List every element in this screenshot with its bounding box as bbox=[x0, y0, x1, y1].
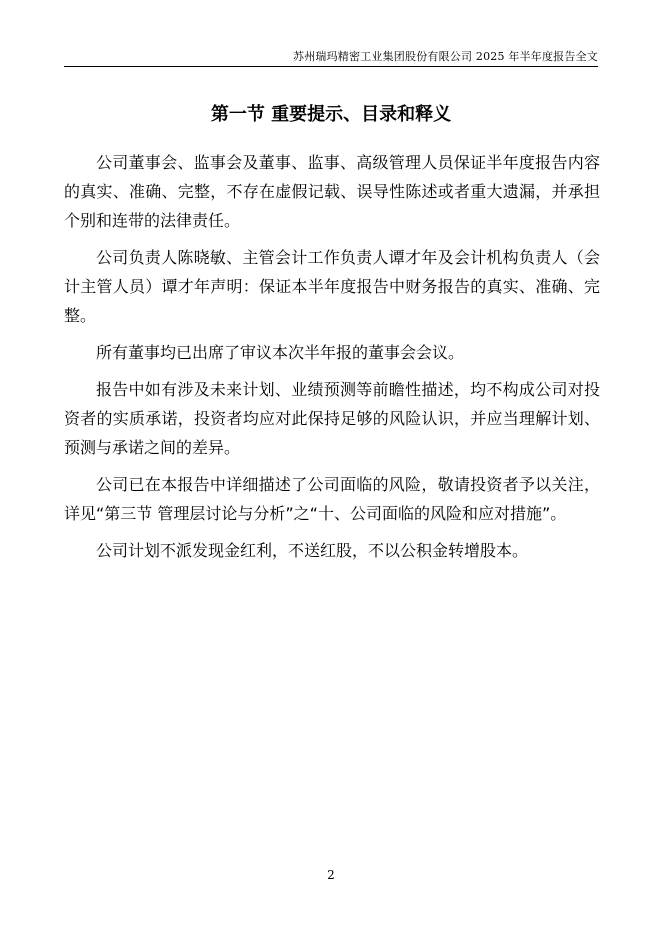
header-divider bbox=[64, 66, 598, 67]
paragraph-responsibility-statement: 公司董事会、监事会及董事、监事、高级管理人员保证半年度报告内容的真实、准确、完整，不存在虚假记载、误导性陈述或者重大遗漏，并承担个别和连带的法律责任。 bbox=[64, 153, 600, 230]
page-number: 2 bbox=[327, 868, 335, 882]
paragraph-board-attendance: 所有董事均已出席了审议本次半年报的董事会会议。 bbox=[96, 343, 465, 362]
paragraph-officer-declaration: 公司负责人陈晓敏、主管会计工作负责人谭才年及会计机构负责人（会计主管人员）谭才年声明：保证本半年度报告中财务报告的真实、准确、完整。 bbox=[64, 248, 600, 325]
section-title: 第一节 重要提示、目录和释义 bbox=[210, 104, 452, 125]
paragraph-dividend-plan: 公司计划不派发现金红利，不送红股，不以公积金转增股本。 bbox=[96, 541, 529, 560]
document-body bbox=[64, 148, 600, 573]
paragraph-risk-notice: 公司已在本报告中详细描述了公司面临的风险，敬请投资者予以关注，详见“第三节 管理层讨论与分析”之“十、公司面临的风险和应对措施”。 bbox=[64, 475, 600, 523]
paragraph-forward-looking-disclaimer: 报告中如有涉及未来计划、业绩预测等前瞻性描述，均不构成公司对投资者的实质承诺，投资者均应对此保持足够的风险认识，并应当理解计划、预测与承诺之间的差异。 bbox=[64, 380, 600, 457]
running-header: 苏州瑞玛精密工业集团股份有限公司 2025 年半年度报告全文 bbox=[293, 50, 598, 63]
